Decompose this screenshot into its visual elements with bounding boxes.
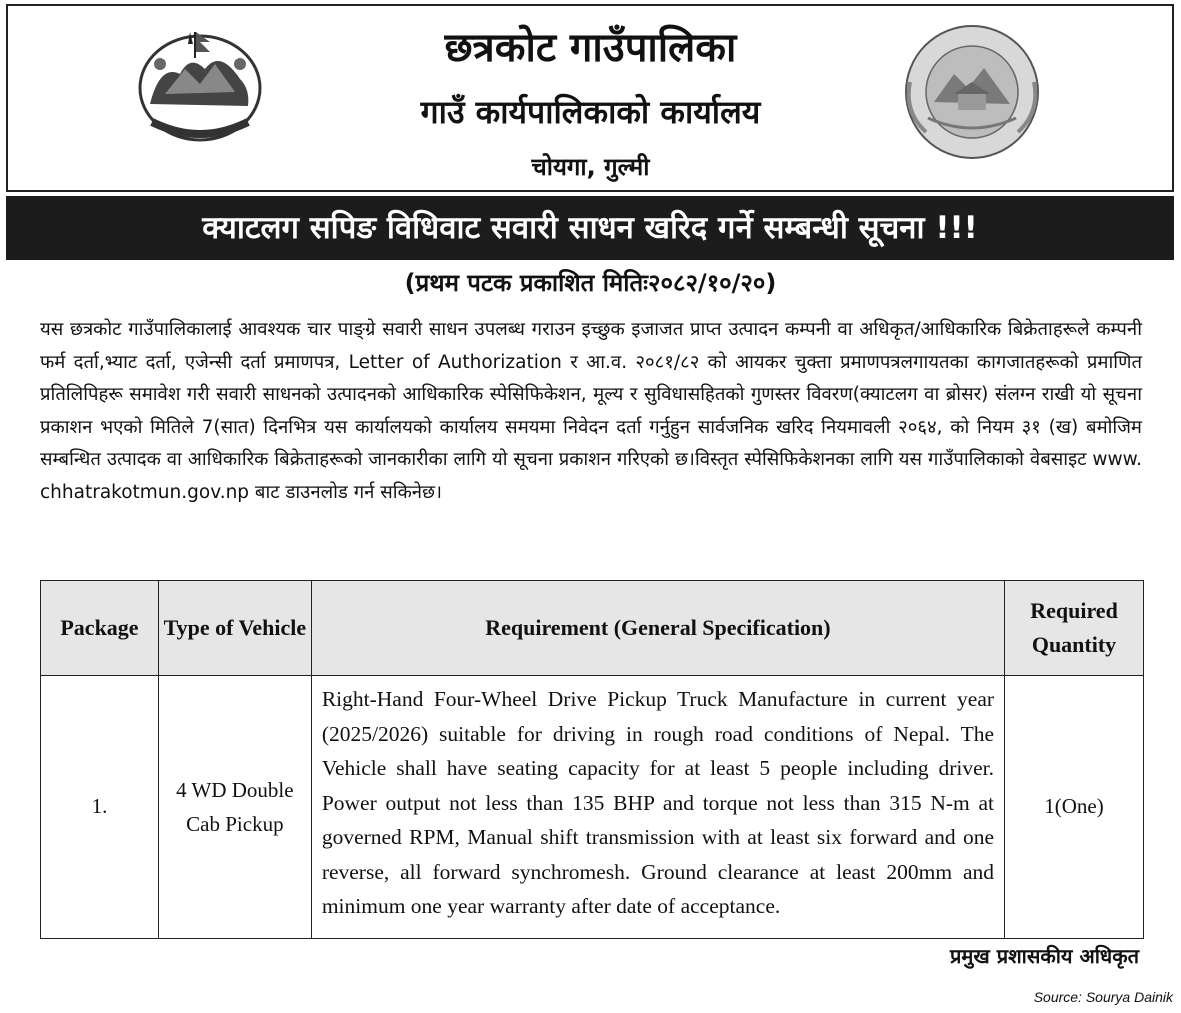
table-row	[41, 676, 1144, 939]
signatory-title: प्रमुख प्रशासकीय अधिकृत	[950, 944, 1139, 968]
cell-vehicle-type: 4 WD Double Cab Pickup	[158, 676, 311, 939]
cell-package: 1.	[41, 676, 159, 939]
header-required-quantity: Required Quantity	[1005, 581, 1144, 676]
table-header-row	[41, 581, 1144, 676]
header-requirement: Requirement (General Specification)	[311, 581, 1004, 676]
source-credit: Source: Sourya Dainik	[1033, 989, 1173, 1005]
cell-requirement: Right-Hand Four-Wheel Drive Pickup Truck Manufacture in current year (2025/2026) suitable for driving in rough road conditions of Nepal. The Vehicle shall have seating capacity for at least 5 people including driver. Power output not less than 135 BHP and torque not less than 315 N-m at governed RPM, Manual shift transmission with at least six forward and one reverse, all forward synchromesh. Ground clearance at least 200mm and minimum one year warranty after date of acceptance.	[311, 676, 1004, 939]
notice-banner: क्याटलग सपिङ विधिवाट सवारी साधन खरिद गर्ने सम्बन्धी सूचना !!!	[6, 196, 1174, 260]
specification-table	[40, 580, 1144, 939]
publication-date: (प्रथम पटक प्रकाशित मितिः२०८२/१०/२०)	[404, 269, 777, 297]
municipality-title: छत्रकोट गाउँपालिका	[444, 25, 737, 71]
header-type-of-vehicle: Type of Vehicle	[158, 581, 311, 676]
notice-body: यस छत्रकोट गाउँपालिकालाई आवश्यक चार पाङ्ग्रे सवारी साधन उपलब्ध गराउन इच्छुक इजाजत प्राप्त उत्पादन कम्पनी वा अधिकृत/आधिकारिक बिक्रेताहरूले कम्पनी फर्म दर्ता,भ्याट दर्ता, एजेन्सी दर्ता प्रमाणपत्र, Letter of Authorization र आ.व. २०८१/८२ को आयकर चुक्ता प्रमाणपत्रलगायतका कागजातहरूको प्रमाणित प्रतिलिपिहरू समावेश गरी सवारी साधनको उत्पादनको आधिकारिक स्पेसिफिकेशन, मूल्य र सुविधासहितको गुणस्तर विवरण(क्याटलग वा ब्रोसर) संलग्न राखी यो सूचना प्रकाशन भएको मितिले 7(सात) दिनभित्र यस कार्यालयको कार्यालय समयमा निवेदन दर्ता गर्नुहुन सार्वजनिक खरिद नियमावली २०६४, को नियम ३१ (ख) बमोजिम सम्बन्धित उत्पादक वा आधिकारिक बिक्रेताहरूको जानकारीका लागि यो सूचना प्रकाशन गरिएको छ।विस्तृत स्पेसिफिकेशनका लागि यस गाउँपालिकाको वेबसाइट www. chhatrakotmun.gov.np बाट डाउनलोड गर्न सकिनेछ।	[40, 319, 1142, 503]
header-package: Package	[41, 581, 159, 676]
cell-quantity: 1(One)	[1005, 676, 1144, 939]
office-location: चोयगा, गुल्मी	[531, 153, 650, 181]
office-subtitle: गाउँ कार्यपालिकाको कार्यालय	[420, 93, 761, 131]
